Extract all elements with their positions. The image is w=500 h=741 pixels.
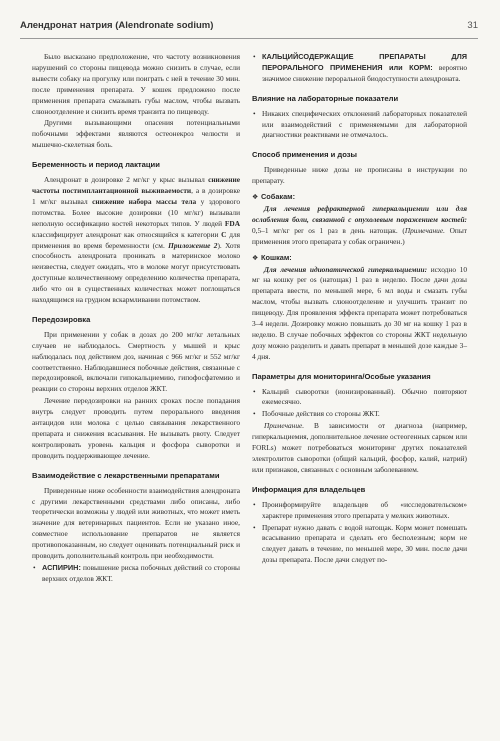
section-heading-overdose: Передозировка xyxy=(32,314,91,324)
owners-list xyxy=(252,500,467,566)
bullet-icon: • xyxy=(33,562,36,572)
section-heading-owners: Информация для владельцев xyxy=(252,484,366,494)
list-item: • Кальций сыворотки (ионизированный). Обычно повторяют ежемесячно. xyxy=(253,386,467,407)
list-item: • Препарат нужно давать с водой натощак. Корм может помешать всасыванию препарата и сделать его бесполезным; корм не следует давать в течение, по меньшей мере, 30 мин. после дачи дозы препарата. После дачи следует по- xyxy=(253,522,467,565)
list-item: • КАЛЬЦИЙСОДЕРЖАЩИЕ ПРЕПАРАТЫ ДЛЯ ПЕРОРАЛЬНОГО ПРИМЕНЕНИЯ или КОРМ: вероятно значимое снижение пероральной биодоступности алендроната. xyxy=(253,52,468,83)
interaction-list xyxy=(32,563,240,585)
section-heading-dosage: Способ применения и дозы xyxy=(252,150,358,160)
paragraph: Было высказано предположение, что частоту возникновения нарушений со стороны пищевода можно снизить в случае, если вывести собаку на прогулку или поиграть с ней в течение 30 мин. после применения препарата. У кошек предложено после применения препарата смазывать губы маслом, чтобы вызвать слюноотделение и снизить время транзита по пищеводу. xyxy=(32,52,240,116)
list-item: • Побочные действия со стороны ЖКТ. xyxy=(253,409,380,419)
list-item: • Никаких специфических отклонений лабораторных показателей или взаимодействий с применяемыми для лабораторной диагностики реактивами не отмечалось. xyxy=(253,108,467,140)
paragraph: Приведенные ниже дозы не прописаны в инструкции по препарату. xyxy=(252,165,467,186)
paragraph: Приведенные ниже особенности взаимодействия алендроната с другими лекарственными средствами либо описаны, либо теоретически возможны у людей или животных, что может иметь значение для ветеринарных пациентов. Если не указано иное, совместное использование препаратов не является противопоказанным, но следует оценивать потенциальный риск и проводить дополнительный контроль при необходимости. xyxy=(32,485,240,561)
section-heading-interaction: Взаимодействие с лекарственными препаратами xyxy=(32,470,220,480)
diamond-icon: ❖ xyxy=(252,193,259,202)
monitoring-list xyxy=(252,387,467,421)
bullet-icon: • xyxy=(253,386,256,396)
paragraph-pregnancy: Алендронат в дозировке 2 мг/кг у крыс вызывал снижение частоты постимплантационной выживаемости, а в дозировке 1 мг/кг вызывал снижение набора массы тела у здорового потомства. Более высокие дозировки (10 мг/кг) вызывали неполную оссификацию костей некоторых типов. У людей FDA классифицирует алендронат как относящийся к категории C для применения во время беременности (см. Приложение 2). Хотя способность алендроната проникать в материнское молоко неизвестна, следует ожидать, что в молоке могут присутствовать доступные количественному определению количества препарата, либо что он в существенных количествах может поглощаться находящимся на грудном вскармливании потомством. xyxy=(32,175,240,305)
bullet-icon: • xyxy=(253,52,256,61)
paragraph-cats: Для лечения идиопатической гиперкальциемии: исходно 10 мг на кошку per os (натощак) 1 раз в неделю. После дачи дозы препарата ввести, по меньшей мере, 6 мл воды и смазать губы маслом, чтобы вызвать слюноотделение и улучшить транзит по пищеводу. Для проявления эффекта препарата может потребоваться 3–4 недели. Дозировку можно повышать до 30 мг на кошку 1 раз в неделю. В случае побочных эффектов со стороны ЖКТ недельную дозу можно разделить и давать препарат в меньшей дозе каждые 3–4 дня. xyxy=(252,264,467,361)
bullet-icon: • xyxy=(253,499,256,509)
section-heading-monitoring: Параметры для мониторинга/Особые указания xyxy=(252,371,431,381)
species-cats: ❖ Кошкам: xyxy=(252,252,292,262)
paragraph-monitoring-note: Примечание. В зависимости от диагноза (например, гиперкальциемия, дополнительное лечение остеогенных сарком или FORLs) может потребоваться мониторинг других показателей электролитов сыворотки (общий кальций, фосфор, калий, натрий) или признаков, связанных с основным заболеванием. xyxy=(252,421,467,474)
bullet-icon: • xyxy=(253,108,256,118)
diamond-icon: ❖ xyxy=(252,253,259,262)
section-heading-lab: Влияние на лабораторные показатели xyxy=(252,93,399,103)
interaction-list-continued xyxy=(252,52,467,85)
left-column xyxy=(32,52,240,586)
bullet-icon: • xyxy=(253,409,256,419)
list-item: • Проинформируйте владельцев об «исследовательском» характере применения этого препарата у мелких животных. xyxy=(253,499,467,520)
list-item: • АСПИРИН: повышение риска побочных действий со стороны верхних отделов ЖКТ. xyxy=(33,562,240,583)
page-number: 31 xyxy=(467,20,478,31)
right-column xyxy=(252,52,467,567)
paragraph: Лечение передозировки на ранних сроках после попадания внутрь следует проводить путем перорального введения антацидов или молока с целью связывания лекарственного препарата и снижения всасывания. Не вызывать рвоту. Следует контролировать уровень кальция и фосфора сыворотки и проводить поддерживающее лечение. xyxy=(32,396,240,460)
lab-list xyxy=(252,109,467,142)
paragraph-dogs: Для лечения рефрактерной гиперкальциемии или для ослабления боли, связанной с опухолевым поражением костей: 0,5–1 мг/кг per os 1 раз в день натощак. (Примечание. Опыт применения этого препарата у собак ограничен.) xyxy=(252,203,468,246)
running-header-title: Алендронат натрия (Alendronate sodium) xyxy=(20,20,214,31)
running-header xyxy=(20,16,478,39)
section-heading-pregnancy: Беременность и период лактации xyxy=(32,160,160,170)
paragraph: Другими вызывающими опасения потенциальными побочными эффектами являются остеонекроз челюсти и мышечно-скелетная боль. xyxy=(32,118,240,150)
paragraph: При применении у собак в дозах до 200 мг/кг летальных случаев не наблюдалось. Смертность у мышей и крыс наблюдалась под действием доз, начиная с 966 мг/кг и 552 мг/кг соответственно. Наблюдавшиеся побочные действия, связанные с передозировкой, включали гипокальциемию, гипофосфатемию и реакции со стороны верхних отделов ЖКТ. xyxy=(32,329,240,394)
species-dogs: ❖ Собакам: xyxy=(252,192,296,202)
bullet-icon: • xyxy=(253,522,256,532)
